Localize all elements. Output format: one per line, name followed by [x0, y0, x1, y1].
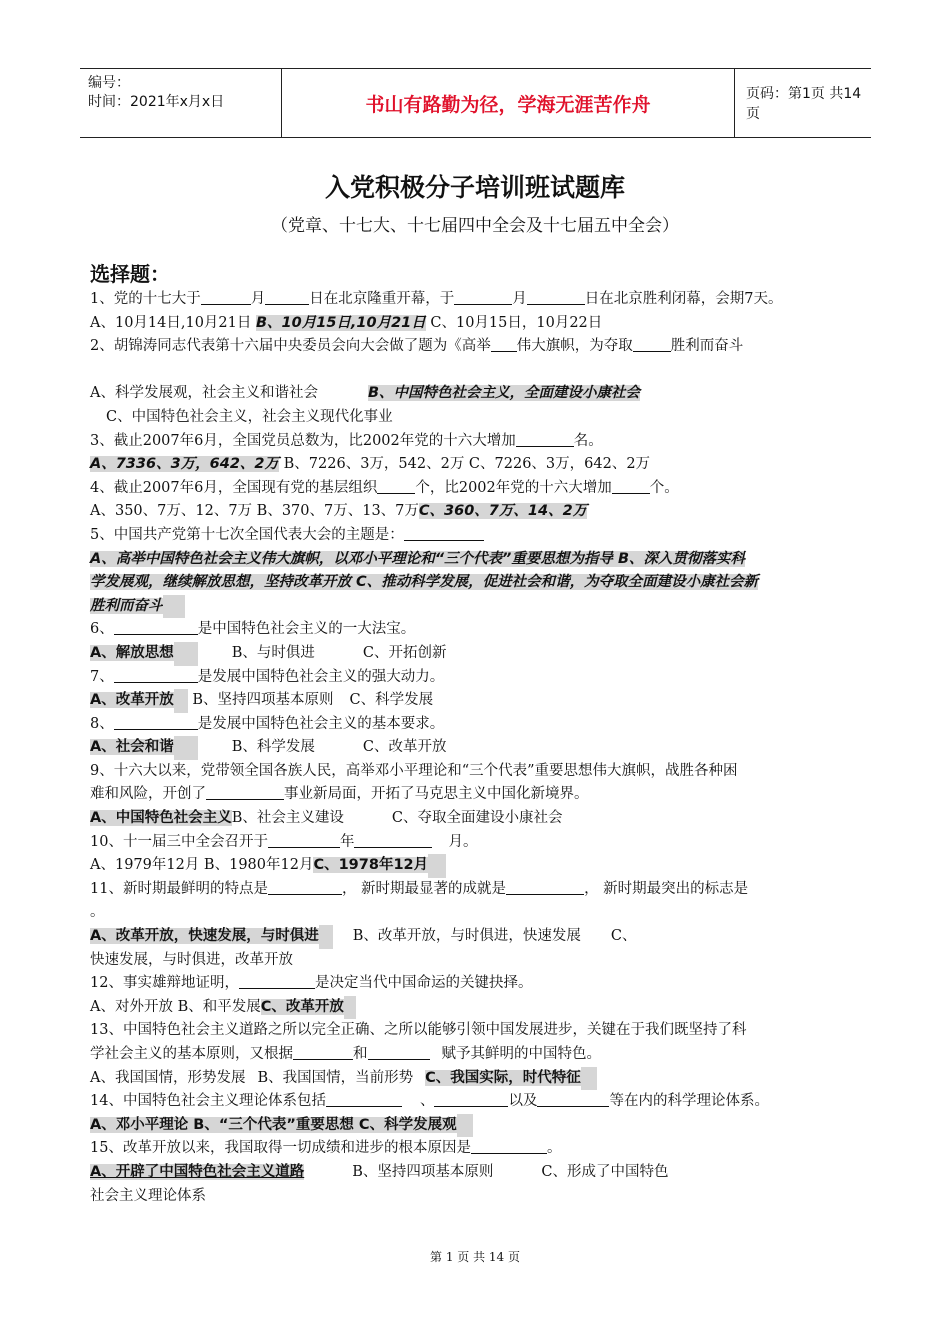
header-page-info: 页码：第1页 共14页: [746, 86, 862, 122]
answer-highlight: A、改革开放: [90, 692, 174, 709]
question-15-option-c: 社会主义理论体系: [90, 1187, 206, 1204]
question-list: [90, 288, 865, 1208]
question-5-answer-1: A、高举中国特色社会主义伟大旗帜，以邓小平理论和“三个代表”重要思想为指导 B、深入贯彻落实科: [90, 550, 745, 567]
answer-highlight: A、解放思想: [90, 644, 174, 661]
section-heading: 选择题：: [90, 262, 170, 286]
question-1-options: A、10月14日,10月21日 B、10月15日,10月21日 C、10月15日，10月22日: [90, 314, 603, 331]
question-9-line-1: 9、十六大以来，党带领全国各族人民，高举邓小平理论和“三个代表”重要思想伟大旗帜，战胜各种困: [90, 762, 738, 779]
question-15-options: A、开辟了中国特色社会主义道路 B、坚持四项基本原则 C、形成了中国特色: [90, 1163, 669, 1180]
question-3-options: A、7336、3万，642、2万 B、7226、3万，542、2万 C、7226、3万，642、2万: [90, 456, 651, 473]
answer-highlight: A、改革开放，快速发展，与时俱进: [90, 928, 319, 945]
page-header: [80, 68, 871, 138]
question-1: 1、党的十七大于 月 日在北京隆重开幕，于 月 日在北京胜利闭幕，会期7天。: [90, 291, 783, 307]
question-5-answer-2: 学发展观，继续解放思想，坚持改革开放 C、推动科学发展，促进社会和谐，为夺取全面建设小康社会新: [90, 574, 759, 591]
question-13-line-1: 13、中国特色社会主义道路之所以完全正确、之所以能够引领中国发展进步，关键在于我们既坚持了科: [90, 1022, 747, 1039]
question-9-options: A、中国特色社会主义B、社会主义建设 C、夺取全面建设小康社会: [90, 810, 563, 827]
question-5-answer-3: 胜利而奋斗: [90, 595, 865, 619]
header-meta: [80, 69, 282, 137]
question-11: 11、新时期最鲜明的特点是 ， 新时期最显著的成就是 ， 新时期最突出的标志是: [90, 880, 749, 897]
answer-highlight: C、改革开放: [260, 998, 344, 1015]
number-label: 编号：: [88, 75, 130, 91]
question-14: 14、中国特色社会主义理论体系包括 、 以及 等在内的科学理论体系。: [90, 1093, 769, 1110]
answer-highlight: A、中国特色社会主义: [90, 810, 232, 827]
question-2: 2、胡锦涛同志代表第十六届中央委员会向大会做了题为《高举 伟大旗帜，为夺取 胜利而奋斗: [90, 338, 744, 355]
question-15: 15、改革开放以来，我国取得一切成绩和进步的根本原因是 。: [90, 1140, 562, 1157]
answer-highlight: A、社会和谐: [90, 739, 174, 756]
answer-highlight: C、360、7万、14、2万: [418, 503, 588, 520]
question-8: 8、 是发展中国特色社会主义的基本要求。: [90, 715, 445, 732]
header-motto: 书山有路勤为径，学海无涯苦作舟: [282, 69, 735, 137]
time-label: 时间：2021年x月x日: [88, 94, 225, 110]
question-13-line-2: 学社会主义的基本原则，又根据 和 赋予其鲜明的中国特色。: [90, 1046, 601, 1062]
answer-highlight: B、10月15日,10月21日: [256, 314, 426, 331]
question-7: 7、 是发展中国特色社会主义的强大动力。: [90, 668, 445, 685]
question-4: 4、截止2007年6月，全国现有党的基层组织 个，比2002年党的十六大增加 个。: [90, 479, 679, 496]
question-7-options: A、改革开放 B、坚持四项基本原则 C、科学发展: [90, 689, 865, 713]
question-12: 12、事实雄辩地证明， 是决定当代中国命运的关键抉择。: [90, 975, 533, 992]
question-3: 3、截止2007年6月，全国党员总数为，比2002年党的十六大增加 名。: [90, 432, 603, 449]
question-6-options: A、解放思想 B、与时俱进 C、开拓创新: [90, 642, 865, 666]
question-5: 5、中国共产党第十七次全国代表大会的主题是：: [90, 524, 865, 548]
answer-highlight: B、中国特色社会主义，全面建设小康社会: [367, 385, 641, 402]
answer-highlight: A、邓小平理论 B、“三个代表”重要思想 C、科学发展观: [90, 1116, 457, 1133]
document-title: 入党积极分子培训班试题库: [324, 173, 625, 202]
question-6: 6、 是中国特色社会主义的一大法宝。: [90, 621, 416, 638]
question-2-options: A、科学发展观，社会主义和谐社会 B、中国特色社会主义，全面建设小康社会: [90, 385, 641, 402]
question-11-options: A、改革开放，快速发展，与时俱进 B、改革开放，与时俱进，快速发展 C、: [90, 925, 865, 949]
question-2-option-c: C、中国特色社会主义，社会主义现代化事业: [106, 408, 393, 425]
answer-highlight: C、我国实际，时代特征: [425, 1069, 581, 1086]
answer-highlight: C、1978年12月: [313, 857, 429, 874]
question-14-answer: [90, 1114, 865, 1138]
question-2-blank-line: [90, 359, 865, 383]
question-10: 10、十一届三中全会召开于 年 月。: [90, 833, 478, 850]
question-4-options: A、350、7万、12、7万 B、370、7万、13、7万C、360、7万、14、2万: [90, 503, 588, 520]
page-footer: 第 1 页 共 14 页: [430, 1250, 520, 1264]
question-8-options: A、社会和谐 B、科学发展 C、改革开放: [90, 736, 865, 760]
answer-highlight: A、7336、3万，642、2万: [90, 456, 280, 473]
answer-highlight: A、开辟了中国特色社会主义道路: [90, 1163, 305, 1180]
question-11-option-c: 快速发展，与时俱进，改革开放: [90, 951, 293, 968]
question-11-end: 。: [90, 904, 105, 921]
question-9-line-2: 难和风险，开创了 事业新局面，开拓了马克思主义中国化新境界。: [90, 786, 589, 803]
question-10-options: A、1979年12月 B、1980年12月C、1978年12月: [90, 854, 865, 878]
question-12-options: A、对外开放 B、和平发展C、改革开放: [90, 996, 865, 1020]
document-subtitle: （党章、十七大、十七届四中全会及十七届五中全会）: [271, 216, 679, 236]
question-13-options: A、我国国情，形势发展 B、我国国情，当前形势 C、我国实际，时代特征: [90, 1067, 865, 1091]
